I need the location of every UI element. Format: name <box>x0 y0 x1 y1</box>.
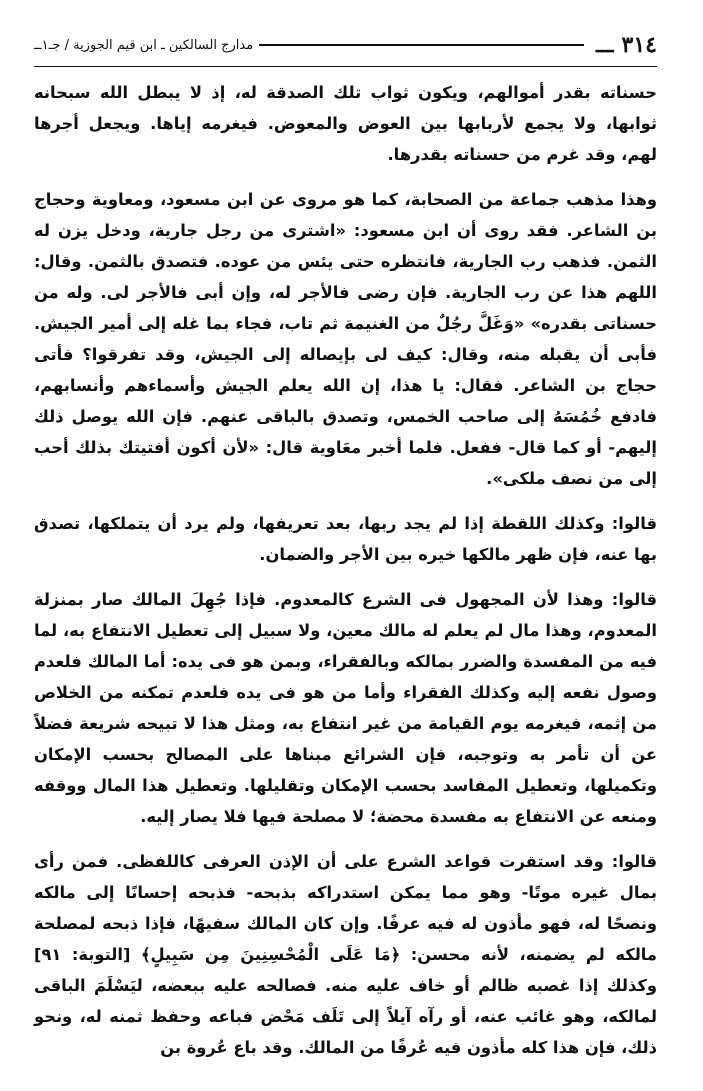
header-divider <box>34 66 657 67</box>
paragraph-2: وهذا مذهب جماعة من الصحابة، كما هو مروى عن ابن مسعود، ومعاوية وحجاج بن الشاعر. فقد روى أن ابن مسعود: «اشترى من رجل جارية، ودخل يزن له الثمن. فذهب رب الجارية، فانتظره حتى يئس من عوده. فتصدق بالثمن. وقال: اللهم هذا عن رب الجارية. فإن رضى فالأجر له، وإن أبى فالأجر لى. وله من حسناتى بقدره» «وَغَلَّ رجُلٌ من الغنيمة ثم تاب، فجاء بما غله إلى أمير الجيش. فأبى أن يقبله منه، وقال: كيف لى بإيصاله إلى الجيش، وقد تفرقوا؟ فأتى حجاج بن الشاعر. فقال: يا هذا، إن الله يعلم الجيش وأسماءهم وأنسابهم، فادفع خُمُسَهُ إلى صاحب الخمس، وتصدق بالباقى عنهم. فإن الله يوصل ذلك إليهم- أو كما قال- ففعل. فلما أخبر معَاوية قال: «لأن أكون أفتيتك بذلك أحب إلى من نصف ملكى». <box>34 190 657 488</box>
header-rule <box>259 44 584 46</box>
paragraph-4: قالوا: وهذا لأن المجهول فى الشرع كالمعدوم. فإذا جُهِلَ المالك صار بمنزلة المعدوم، وهذا مال لم يعلم له مالك معين، ولا سبيل إلى تعطيل الانتفاع به، لما فيه من المفسدة والضرر بمالكه وبالفقراء، وبمن هو فى يده: أما المالك فلعدم وصول نفعه إليه وكذلك الفقراء وأما من هو فى يده فلعدم تمكنه من الخلاص من إثمه، فيغرمه يوم القيامة من غير انتفاع به، ومثل هذا لا تبيحه شريعة فضلاً عن أن تأمر به وتوجبه، فإن الشرائع مبناها على المصالح بحسب الإمكان وتكميلها، وتعطيل المفاسد بحسب الإمكان وتقليلها. وتعطيل هذا المال ووقفه ومنعه عن الانتفاع به مفسدة محضة؛ لا مصلحة فيها فلا يصار إليه. <box>34 590 657 826</box>
header-dash: ـــ <box>595 33 614 57</box>
paragraph-5: قالوا: وقد استقرت قواعد الشرع على أن الإذن العرفى كاللفظى. فمن رأى بمال غيره موتًا- وهو مما يمكن استدراكه بذبحه- فذبحه إحسانًا إلى مالكه ونصحًا له، فهو مأذون له فيه عرفًا. وإن كان المالك سفيهًا، فإذا ذبحه لمصلحة مالكه لم يضمنه، لأنه محسن: ﴿مَا عَلَى الْمُحْسِنِينَ مِن سَبِيلٍ﴾ [التوبة: ٩١] وكذلك إذا غصبه ظالم أو خاف عليه منه. فصالحه عليه ببعضه، ليَسْلَمَ الباقى لمالكه، وهو غائب عنه، أو رآه آيلاً إلى تَلَف مَحْض فباعه وحفظ ثمنه له، ونحو ذلك، فإن هذا كله مأذون فيه عُرفًا من المالك. وقد باع عُروة بن <box>34 852 657 1057</box>
page-number: ٣١٤ <box>621 32 657 58</box>
paragraph-3: قالوا: وكذلك اللقطة إذا لم يجد ربها، بعد تعريفها، ولم يرد أن يتملكها، تصدق بها عنه، فإن ظهر مالكها خيره بين الأجر والضمان. <box>34 514 657 564</box>
page-header <box>34 30 657 60</box>
paragraph-1: حسناته بقدر أموالهم، ويكون ثواب تلك الصدقة له، إذ لا يبطل الله سبحانه ثوابها، ولا يجمع لأربابها بين العوض والمعوض. فيغرمه إياها. ويجعل أجرها لهم، وقد غرم من حسناته بقدرها. <box>34 83 657 164</box>
running-title: مدارج السالكين ـ ابن قيم الجوزية / جـ١ــ <box>34 37 254 53</box>
